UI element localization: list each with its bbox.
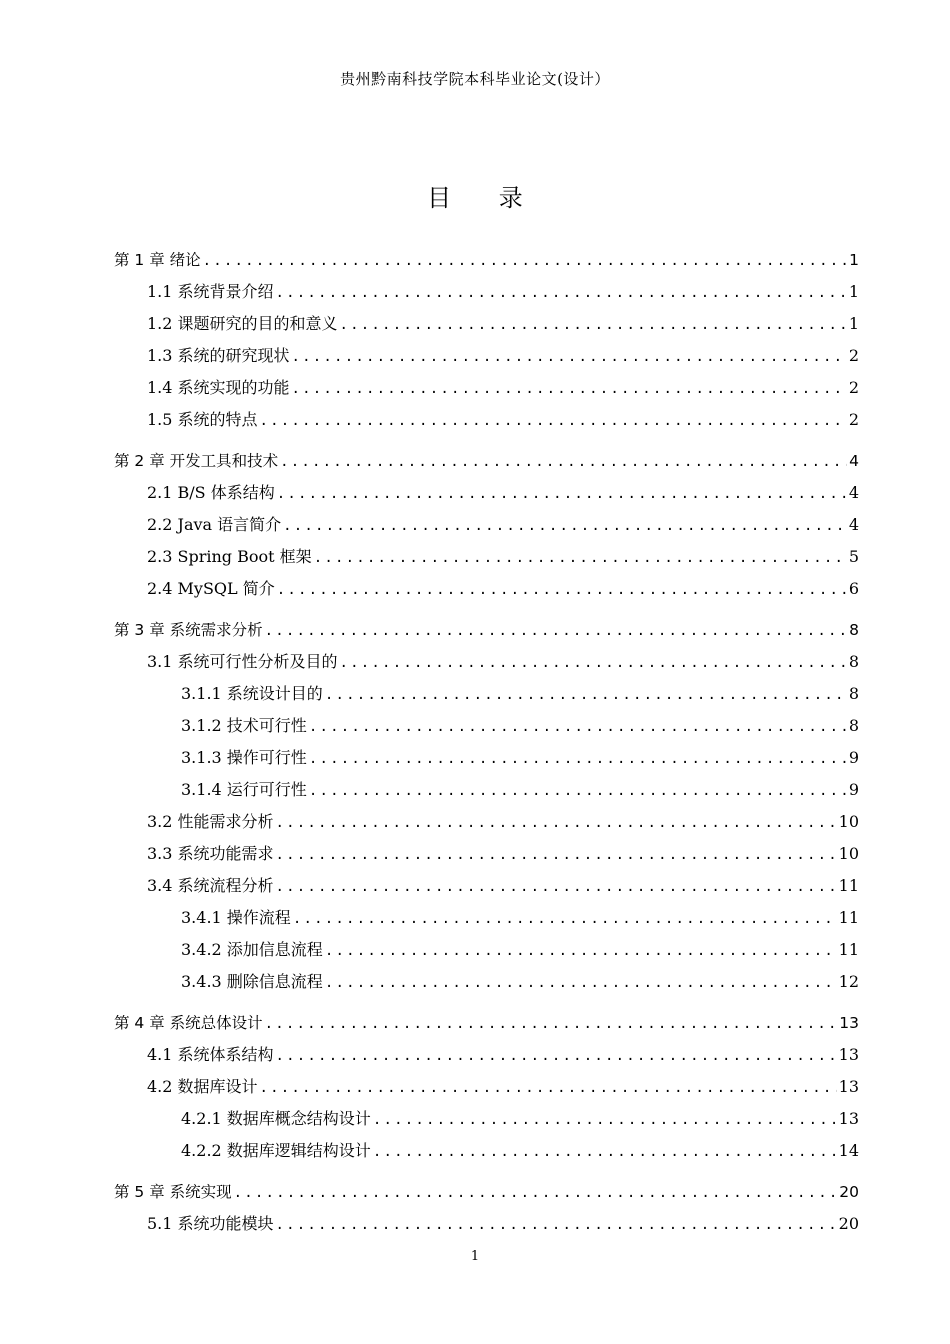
toc-section-entry[interactable] — [114, 280, 859, 312]
toc-entry-page: 2 — [848, 378, 859, 397]
toc-leader-dots — [276, 1044, 837, 1068]
toc-entry-page: 4 — [849, 452, 859, 470]
toc-chapter-entry[interactable] — [114, 618, 859, 650]
toc-chapter-entry[interactable] — [114, 248, 859, 280]
toc-section-entry[interactable] — [114, 746, 859, 778]
toc-entry-page: 1 — [849, 251, 859, 269]
toc-leader-dots — [373, 1108, 837, 1132]
page-header: 贵州黔南科技学院本科毕业论文(设计） — [340, 70, 610, 88]
toc-entry-label: 第 5 章 系统实现 — [114, 1183, 232, 1201]
toc-entry-page: 6 — [848, 579, 859, 598]
toc-entry-page: 4 — [848, 515, 859, 534]
toc-leader-dots — [309, 779, 847, 803]
toc-entry-page: 20 — [838, 1214, 859, 1233]
toc-section-entry[interactable] — [114, 577, 859, 609]
toc-leader-dots — [292, 377, 847, 401]
toc-entry-label: 3.2 性能需求分析 — [147, 812, 274, 831]
toc-leader-dots — [276, 875, 837, 899]
toc-entry-label: 3.1.3 操作可行性 — [181, 748, 307, 767]
toc-section-entry[interactable] — [114, 344, 859, 376]
toc-entry-label: 1.1 系统背景介绍 — [147, 282, 274, 301]
toc-section-entry[interactable] — [114, 545, 859, 577]
toc-entry-label: 4.2 数据库设计 — [147, 1077, 258, 1096]
toc-entry-page: 13 — [838, 1109, 859, 1128]
toc-section-entry[interactable] — [114, 481, 859, 513]
toc-leader-dots — [340, 651, 847, 675]
toc-section-entry[interactable] — [114, 778, 859, 810]
toc-entry-label: 4.1 系统体系结构 — [147, 1045, 274, 1064]
toc-leader-dots — [260, 409, 847, 433]
toc-entry-label: 2.2 Java 语言简介 — [147, 515, 282, 534]
toc-entry-label: 3.4 系统流程分析 — [147, 876, 274, 895]
toc-entry-label: 1.3 系统的研究现状 — [147, 346, 290, 365]
toc-section-entry[interactable] — [114, 1043, 859, 1075]
toc-leader-dots — [280, 450, 847, 474]
toc-entry-page: 13 — [839, 1014, 859, 1032]
toc-leader-dots — [276, 811, 837, 835]
toc-leader-dots — [277, 482, 847, 506]
table-of-contents — [114, 248, 859, 1244]
toc-entry-page: 11 — [838, 940, 859, 959]
toc-leader-dots — [314, 546, 847, 570]
toc-leader-dots — [276, 1213, 837, 1237]
toc-entry-label: 1.2 课题研究的目的和意义 — [147, 314, 338, 333]
toc-section-entry[interactable] — [114, 650, 859, 682]
toc-entry-page: 2 — [848, 346, 859, 365]
toc-section-entry[interactable] — [114, 938, 859, 970]
toc-chapter-entry[interactable] — [114, 449, 859, 481]
toc-entry-label: 3.4.2 添加信息流程 — [181, 940, 323, 959]
toc-entry-label: 3.4.3 删除信息流程 — [181, 972, 323, 991]
toc-entry-page: 8 — [848, 684, 859, 703]
toc-leader-dots — [276, 843, 837, 867]
toc-entry-page: 8 — [849, 621, 859, 639]
toc-entry-page: 11 — [838, 876, 859, 895]
toc-leader-dots — [260, 1076, 837, 1100]
toc-section-entry[interactable] — [114, 513, 859, 545]
toc-entry-label: 4.2.1 数据库概念结构设计 — [181, 1109, 371, 1128]
toc-section-entry[interactable] — [114, 682, 859, 714]
toc-leader-dots — [293, 907, 837, 931]
toc-entry-label: 3.1.2 技术可行性 — [181, 716, 307, 735]
toc-entry-label: 1.5 系统的特点 — [147, 410, 258, 429]
toc-entry-page: 14 — [838, 1141, 859, 1160]
toc-section-entry[interactable] — [114, 906, 859, 938]
toc-entry-label: 1.4 系统实现的功能 — [147, 378, 290, 397]
toc-entry-label: 第 3 章 系统需求分析 — [114, 621, 263, 639]
toc-section-entry[interactable] — [114, 312, 859, 344]
toc-entry-page: 12 — [838, 972, 859, 991]
toc-entry-label: 3.3 系统功能需求 — [147, 844, 274, 863]
toc-entry-page: 13 — [838, 1045, 859, 1064]
toc-section-entry[interactable] — [114, 408, 859, 440]
toc-entry-label: 2.3 Spring Boot 框架 — [147, 547, 312, 566]
toc-section-entry[interactable] — [114, 1107, 859, 1139]
toc-section-entry[interactable] — [114, 842, 859, 874]
toc-entry-page: 11 — [838, 908, 859, 927]
toc-leader-dots — [234, 1181, 838, 1205]
toc-section-entry[interactable] — [114, 714, 859, 746]
toc-section-entry[interactable] — [114, 970, 859, 1002]
toc-leader-dots — [325, 939, 837, 963]
toc-entry-label: 2.1 B/S 体系结构 — [147, 483, 275, 502]
toc-section-entry[interactable] — [114, 1139, 859, 1171]
toc-chapter-entry[interactable] — [114, 1180, 859, 1212]
toc-entry-page: 8 — [848, 716, 859, 735]
toc-entry-page: 20 — [839, 1183, 859, 1201]
toc-section-entry[interactable] — [114, 1075, 859, 1107]
toc-entry-label: 2.4 MySQL 简介 — [147, 579, 275, 598]
toc-leader-dots — [203, 249, 847, 273]
toc-entry-label: 5.1 系统功能模块 — [147, 1214, 274, 1233]
toc-section-entry[interactable] — [114, 810, 859, 842]
toc-entry-label: 3.1.1 系统设计目的 — [181, 684, 323, 703]
toc-entry-label: 3.1 系统可行性分析及目的 — [147, 652, 338, 671]
toc-leader-dots — [340, 313, 847, 337]
toc-entry-label: 第 1 章 绪论 — [114, 251, 201, 269]
toc-leader-dots — [265, 619, 847, 643]
toc-leader-dots — [292, 345, 847, 369]
toc-entry-label: 4.2.2 数据库逻辑结构设计 — [181, 1141, 371, 1160]
toc-entry-page: 1 — [848, 282, 859, 301]
toc-entry-label: 3.4.1 操作流程 — [181, 908, 291, 927]
toc-leader-dots — [309, 715, 847, 739]
toc-entry-page: 10 — [838, 844, 859, 863]
toc-section-entry[interactable] — [114, 376, 859, 408]
toc-entry-page: 2 — [848, 410, 859, 429]
toc-leader-dots — [283, 514, 847, 538]
toc-entry-page: 13 — [838, 1077, 859, 1096]
toc-leader-dots — [373, 1140, 837, 1164]
toc-entry-page: 9 — [848, 748, 859, 767]
toc-section-entry[interactable] — [114, 874, 859, 906]
toc-entry-page: 4 — [848, 483, 859, 502]
toc-entry-page: 8 — [848, 652, 859, 671]
page-title: 目 录 — [427, 184, 543, 212]
toc-entry-page: 10 — [838, 812, 859, 831]
toc-leader-dots — [277, 578, 847, 602]
page-number: 1 — [470, 1249, 480, 1264]
toc-section-entry[interactable] — [114, 1212, 859, 1244]
toc-entry-page: 5 — [848, 547, 859, 566]
toc-leader-dots — [325, 683, 847, 707]
toc-entry-label: 第 4 章 系统总体设计 — [114, 1014, 263, 1032]
toc-leader-dots — [276, 281, 847, 305]
toc-leader-dots — [325, 971, 837, 995]
toc-entry-page: 9 — [848, 780, 859, 799]
toc-entry-label: 3.1.4 运行可行性 — [181, 780, 307, 799]
toc-entry-label: 第 2 章 开发工具和技术 — [114, 452, 279, 470]
toc-chapter-entry[interactable] — [114, 1011, 859, 1043]
toc-leader-dots — [309, 747, 847, 771]
toc-leader-dots — [265, 1012, 838, 1036]
toc-entry-page: 1 — [848, 314, 859, 333]
